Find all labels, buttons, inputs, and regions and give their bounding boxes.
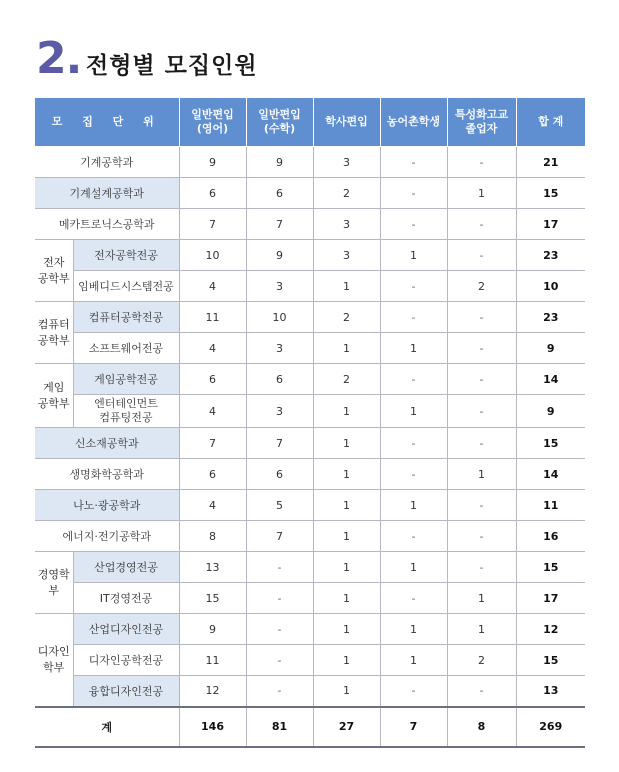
dept-name: 전자공학전공 — [73, 240, 179, 271]
group-name-line1: 경영학 — [37, 567, 70, 581]
dept-name: 신소재공학과 — [35, 428, 179, 459]
cell-total: 21 — [516, 147, 585, 178]
cell-general-english: 4 — [179, 271, 246, 302]
dept-name: 기계공학과 — [35, 147, 179, 178]
cell-bachelor: 1 — [313, 614, 380, 645]
cell-bachelor: 1 — [313, 459, 380, 490]
total-general-math: 81 — [246, 707, 313, 747]
dept-name: 디자인공학전공 — [73, 645, 179, 676]
dept-name: 산업경영전공 — [73, 552, 179, 583]
cell-special: 1 — [447, 459, 516, 490]
group-name-line1: 게임 — [43, 380, 65, 394]
cell-bachelor: 3 — [313, 240, 380, 271]
table-row — [35, 614, 585, 645]
cell-general-math: - — [246, 552, 313, 583]
cell-total: 23 — [516, 240, 585, 271]
table-row — [35, 271, 585, 302]
cell-total: 15 — [516, 178, 585, 209]
cell-rural: 1 — [380, 645, 447, 676]
cell-general-math: 10 — [246, 302, 313, 333]
table-row — [35, 428, 585, 459]
cell-total: 15 — [516, 645, 585, 676]
cell-bachelor: 1 — [313, 521, 380, 552]
dept-name: 에너지·전기공학과 — [35, 521, 179, 552]
dept-name: 나노·광공학과 — [35, 490, 179, 521]
cell-special: - — [447, 490, 516, 521]
total-rural: 7 — [380, 707, 447, 747]
cell-rural: - — [380, 459, 447, 490]
cell-bachelor: 2 — [313, 302, 380, 333]
header-rural: 농어촌학생 — [380, 98, 447, 147]
header-total: 합 계 — [516, 98, 585, 147]
header-unit: 모 집 단 위 — [35, 98, 179, 147]
cell-total: 11 — [516, 490, 585, 521]
cell-general-math: - — [246, 614, 313, 645]
cell-rural: - — [380, 676, 447, 707]
cell-bachelor: 1 — [313, 676, 380, 707]
header-general-english — [179, 98, 246, 147]
cell-special: - — [447, 364, 516, 395]
cell-special: - — [447, 209, 516, 240]
group-name — [35, 364, 73, 428]
cell-total: 12 — [516, 614, 585, 645]
cell-general-english: 11 — [179, 645, 246, 676]
table-row — [35, 521, 585, 552]
table-row — [35, 490, 585, 521]
cell-rural: - — [380, 271, 447, 302]
cell-general-english: 6 — [179, 178, 246, 209]
cell-bachelor: 2 — [313, 178, 380, 209]
cell-total: 17 — [516, 209, 585, 240]
cell-special: 1 — [447, 178, 516, 209]
cell-special: - — [447, 395, 516, 428]
cell-special: - — [447, 333, 516, 364]
cell-rural: - — [380, 147, 447, 178]
total-label: 계 — [35, 707, 179, 747]
group-name-line2: 학부 — [43, 660, 65, 674]
cell-general-math: 5 — [246, 490, 313, 521]
dept-name: IT경영전공 — [73, 583, 179, 614]
table-row — [35, 209, 585, 240]
cell-total: 23 — [516, 302, 585, 333]
cell-bachelor: 1 — [313, 428, 380, 459]
cell-bachelor: 1 — [313, 395, 380, 428]
table-row — [35, 395, 585, 428]
cell-special: - — [447, 240, 516, 271]
dept-name: 산업디자인전공 — [73, 614, 179, 645]
header-general-math-line1: 일반편입 — [258, 108, 301, 121]
cell-rural: 1 — [380, 552, 447, 583]
cell-general-math: 9 — [246, 147, 313, 178]
cell-general-english: 11 — [179, 302, 246, 333]
dept-name: 기계설계공학과 — [35, 178, 179, 209]
cell-general-math: 9 — [246, 240, 313, 271]
cell-total: 16 — [516, 521, 585, 552]
cell-general-math: - — [246, 645, 313, 676]
table-row — [35, 240, 585, 271]
table-row — [35, 645, 585, 676]
cell-bachelor: 1 — [313, 271, 380, 302]
total-grand: 269 — [516, 707, 585, 747]
dept-name: 생명화학공학과 — [35, 459, 179, 490]
header-general-math — [246, 98, 313, 147]
table-row — [35, 178, 585, 209]
dept-name: 컴퓨터공학전공 — [73, 302, 179, 333]
cell-general-math: 6 — [246, 459, 313, 490]
total-special: 8 — [447, 707, 516, 747]
header-general-english-line2: (영어) — [196, 122, 229, 135]
cell-bachelor: 1 — [313, 490, 380, 521]
header-bachelor: 학사편입 — [313, 98, 380, 147]
cell-general-english: 4 — [179, 490, 246, 521]
cell-general-english: 4 — [179, 395, 246, 428]
recruitment-table — [35, 98, 585, 748]
header-general-english-line1: 일반편입 — [191, 108, 234, 121]
dept-name-line2: 컴퓨팅전공 — [99, 411, 153, 424]
table-row — [35, 676, 585, 707]
table-row — [35, 302, 585, 333]
group-name-line2: 공학부 — [37, 271, 70, 285]
table-row — [35, 552, 585, 583]
header-special — [447, 98, 516, 147]
cell-general-math: 6 — [246, 178, 313, 209]
total-bachelor: 27 — [313, 707, 380, 747]
cell-general-math: 3 — [246, 395, 313, 428]
dept-name: 융합디자인전공 — [73, 676, 179, 707]
cell-rural: - — [380, 521, 447, 552]
cell-special: - — [447, 552, 516, 583]
cell-total: 9 — [516, 333, 585, 364]
cell-general-english: 6 — [179, 364, 246, 395]
cell-bachelor: 1 — [313, 583, 380, 614]
cell-bachelor: 1 — [313, 645, 380, 676]
cell-special: - — [447, 147, 516, 178]
group-name — [35, 552, 73, 614]
table-total-row — [35, 707, 585, 747]
cell-general-math: 3 — [246, 271, 313, 302]
cell-special: 2 — [447, 271, 516, 302]
cell-general-math: 7 — [246, 521, 313, 552]
cell-general-math: 7 — [246, 428, 313, 459]
group-name — [35, 614, 73, 707]
cell-special: - — [447, 676, 516, 707]
cell-rural: - — [380, 364, 447, 395]
cell-total: 17 — [516, 583, 585, 614]
cell-total: 10 — [516, 271, 585, 302]
cell-rural: - — [380, 178, 447, 209]
dept-name: 소프트웨어전공 — [73, 333, 179, 364]
header-special-line1: 특성화고교 — [454, 108, 509, 121]
cell-general-english: 6 — [179, 459, 246, 490]
group-name — [35, 240, 73, 302]
cell-general-math: - — [246, 676, 313, 707]
section-number: 2. — [36, 33, 82, 84]
cell-general-math: 7 — [246, 209, 313, 240]
dept-name-line1: 엔터테인먼트 — [94, 397, 158, 410]
dept-name — [73, 395, 179, 428]
cell-rural: 1 — [380, 240, 447, 271]
cell-total: 15 — [516, 428, 585, 459]
cell-total: 15 — [516, 552, 585, 583]
table-header-row — [35, 98, 585, 147]
total-general-english: 146 — [179, 707, 246, 747]
cell-total: 14 — [516, 459, 585, 490]
cell-special: - — [447, 521, 516, 552]
cell-general-english: 7 — [179, 428, 246, 459]
cell-special: 2 — [447, 645, 516, 676]
table-row — [35, 583, 585, 614]
cell-total: 13 — [516, 676, 585, 707]
cell-rural: - — [380, 302, 447, 333]
cell-general-math: - — [246, 583, 313, 614]
cell-rural: - — [380, 428, 447, 459]
group-name — [35, 302, 73, 364]
cell-bachelor: 1 — [313, 333, 380, 364]
cell-bachelor: 1 — [313, 552, 380, 583]
cell-general-math: 6 — [246, 364, 313, 395]
cell-total: 9 — [516, 395, 585, 428]
group-name-line2: 공학부 — [37, 396, 70, 410]
cell-general-english: 10 — [179, 240, 246, 271]
cell-rural: 1 — [380, 490, 447, 521]
dept-name: 게임공학전공 — [73, 364, 179, 395]
cell-rural: - — [380, 209, 447, 240]
group-name-line2: 공학부 — [37, 333, 70, 347]
cell-special: 1 — [447, 614, 516, 645]
cell-rural: 1 — [380, 395, 447, 428]
cell-special: - — [447, 302, 516, 333]
group-name-line1: 전자 — [43, 255, 65, 269]
dept-name: 임베디드시스템전공 — [73, 271, 179, 302]
cell-rural: 1 — [380, 614, 447, 645]
cell-general-english: 9 — [179, 614, 246, 645]
section-title: 전형별 모집인원 — [86, 53, 258, 79]
cell-general-english: 7 — [179, 209, 246, 240]
table-row — [35, 364, 585, 395]
cell-general-english: 8 — [179, 521, 246, 552]
group-name-line2: 부 — [48, 583, 60, 597]
table-row — [35, 333, 585, 364]
cell-general-math: 3 — [246, 333, 313, 364]
cell-general-english: 4 — [179, 333, 246, 364]
table-row — [35, 147, 585, 178]
cell-general-english: 9 — [179, 147, 246, 178]
cell-special: - — [447, 428, 516, 459]
cell-general-english: 15 — [179, 583, 246, 614]
cell-rural: - — [380, 583, 447, 614]
dept-name: 메카트로닉스공학과 — [35, 209, 179, 240]
header-general-math-line2: (수학) — [263, 122, 296, 135]
cell-bachelor: 3 — [313, 209, 380, 240]
cell-general-english: 12 — [179, 676, 246, 707]
group-name-line1: 컴퓨터 — [37, 317, 70, 331]
cell-general-english: 13 — [179, 552, 246, 583]
table-row — [35, 459, 585, 490]
group-name-line1: 디자인 — [37, 644, 70, 658]
header-special-line2: 졸업자 — [465, 122, 498, 135]
cell-bachelor: 2 — [313, 364, 380, 395]
cell-total: 14 — [516, 364, 585, 395]
cell-bachelor: 3 — [313, 147, 380, 178]
cell-special: 1 — [447, 583, 516, 614]
cell-rural: 1 — [380, 333, 447, 364]
